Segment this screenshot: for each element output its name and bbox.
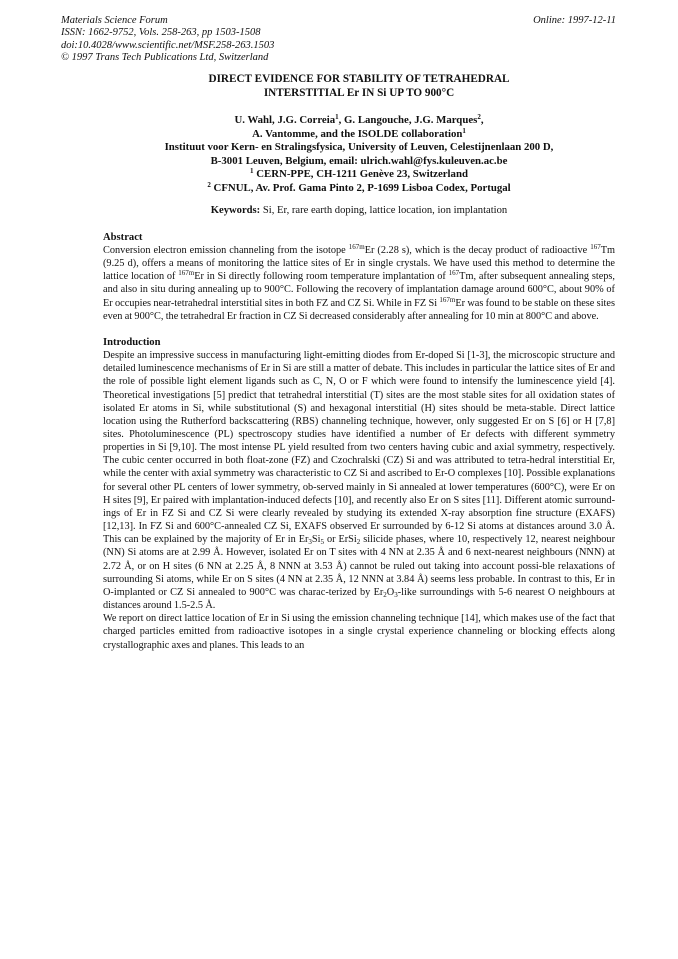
- introduction-paragraph-2: We report on direct lattice location of Er in Si using the emission channeling technique [14], which makes use of the fact that charged particles emitted from radioactive isotopes in a single crystal experience channeling or blocking effects along crystallographic axes and planes. This leads to an: [103, 613, 615, 651]
- introduction-paragraph-1: Despite an impressive success in manufacturing light-emitting diodes from Er-doped Si [1-3], the microscopic structure and detailed luminescence mechanisms of Er in Si are still a matter of debate. This includes in particular the lattice sites of Er and the role of possible light element ligands such as C, N, O or F which were found to intensify the luminescence yield [4]. Theoretical investigations [5] predict that tetrahedral interstitial (T) sites are the most stable sites for all oxidation states of isolated Er atoms in Si, while substitutional (S) and hexagonal interstitial (H) sites should be meta-stable. Direct lattice location using the Rutherford backscattering (RBS) channeling technique, however, only suggested Er on S [6] or H [7,8] sites. Photoluminescence (PL) spectroscopy studies have identified a number of Er defects with different symmetry properties in Si [9,10]. The most intense PL yield resulted from two centers having cubic and axial symmetry, respectively. The cubic center occurred in both float-zone (FZ) and Czochralski (CZ) Si and was attributed to tetra-hedral interstitial Er, while the center with axial symmetry was characteristic to CZ Si and ascribed to Er-O complexes [10]. Possible explanations for several other PL centers of lower symmetry, ob-served mainly in Si annealed at lower temperatures (600°C), were Er on H sites [9], Er paired with implantation-induced defects [10], and recently also Er on S sites [11]. Different atomic surround-ings of Er in FZ Si and CZ Si were clearly revealed by studying its extended X-ray absorption fine structure (EXAFS) [12,13]. In FZ Si and 600°C-annealed CZ Si, EXAFS observed Er surrounded by 6-12 Si atoms at distances around 3.0 Å. This can be explained by the majority of Er in $Er_3Si_5$ or ErSi$_2$ silicide phases, where 10, respectively 12, nearest neighbour (NN) Si atoms are at 2.99 Å. However, isolated Er on T sites with 4 NN at 2.35 Å and 6 next-nearest neighbours (NNN) at 2.72 Å, or on H sites (6 NN at 2.25 Å, 8 NNN at 3.53 Å) cannot be ruled out taking into account possi-ble relaxations of surrounding Si atoms, while Er on S sites (4 NN at 2.35 Å, 12 NNN at 3.84 Å) seems less probable. In contrast to this, Er in O-implanted or CZ Si annealed to 900°C was charac-terized by $Er_2O_3$-like surroundings with 5-6 nearest O neighbours at distances around 1.5-2.5 Å.: [103, 350, 616, 612]
- abstract-heading: Abstract: [103, 231, 143, 243]
- institution-text: CERN-PPE, CH-1211 Genève 23, Switzerland: [253, 168, 468, 181]
- affil-sup: 1: [462, 126, 466, 135]
- institution-line-3: [103, 182, 615, 196]
- institution-line-1: Instituut voor Kern- en Stralingsfysica, University of Leuven, Celestijnenlaan 200 D,: [164, 141, 554, 154]
- issn-line: ISSN: 1662-9752, Vols. 258-263, pp 1503-1508: [61, 27, 261, 39]
- online-date: Online: 1997-12-11: [533, 15, 616, 26]
- paper-body: [103, 73, 615, 665]
- abstract-section: [103, 231, 615, 323]
- abstract-text: Conversion electron emission channeling from the isotope $^{167m}$Er (2.28 s), which is the decay product of radioactive $^{167}$Tm (9.25 d), offers a means of monitoring the lattice sites of Er in single crystals. We have used this method to determine the lattice location of $^{167m}$Er in Si directly following room temperature implantation of $^{167}$Tm, after subsequent annealing steps, and also in situ during annealing up to 900°C. Following the recovery of implantation damage around 600°C, about 90% of Er occupies near-tetrahedral interstitial sites in both FZ and CZ Si. While in FZ Si $^{167m}$Er was found to be stable on these sites even at 900°C, the tetrahedral Er fraction in CZ Si decreased considerably after annealing for 10 min at 800°C and above.: [103, 242, 616, 322]
- author-text: U. Wahl, J.G. Correia: [234, 114, 336, 126]
- introduction-section: [103, 336, 615, 652]
- author-block: [103, 114, 615, 196]
- author-line-1: [103, 114, 615, 128]
- introduction-heading: Introduction: [103, 336, 161, 348]
- affil-sup: 2: [477, 113, 481, 121]
- keywords-text: Si, Er, rare earth doping, lattice location, ion implantation: [260, 204, 508, 216]
- affil-sup: 2: [207, 180, 211, 189]
- author-text: , G. Langouche, J.G. Marques: [338, 114, 478, 126]
- journal-header: [61, 15, 274, 64]
- paper-title: [103, 73, 615, 100]
- author-text: A. Vantomme, and the ISOLDE collaboration: [252, 127, 463, 140]
- institution-line-2: [103, 168, 615, 182]
- institution-line-1b: B-3001 Leuven, Belgium, email: ulrich.wahl@fys.kuleuven.ac.be: [210, 154, 508, 167]
- institution-text: CFNUL, Av. Prof. Gama Pinto 2, P-1699 Lisboa Codex, Portugal: [210, 181, 511, 194]
- keywords: [103, 204, 615, 217]
- copyright-line: © 1997 Trans Tech Publications Ltd, Switzerland: [61, 51, 269, 63]
- author-text: ,: [480, 114, 484, 126]
- keywords-label: Keywords:: [210, 204, 261, 216]
- title-line-2: INTERSTITIAL Er IN Si UP TO 900°C: [263, 86, 455, 99]
- author-line-2: [103, 128, 615, 142]
- doi-line: doi:10.4028/www.scientific.net/MSF.258-263.1503: [61, 39, 275, 51]
- affil-sup: 1: [250, 167, 254, 176]
- affil-sup: 1: [335, 113, 339, 121]
- journal-name: Materials Science Forum: [61, 15, 168, 26]
- title-line-1: DIRECT EVIDENCE FOR STABILITY OF TETRAHEDRAL: [208, 73, 510, 85]
